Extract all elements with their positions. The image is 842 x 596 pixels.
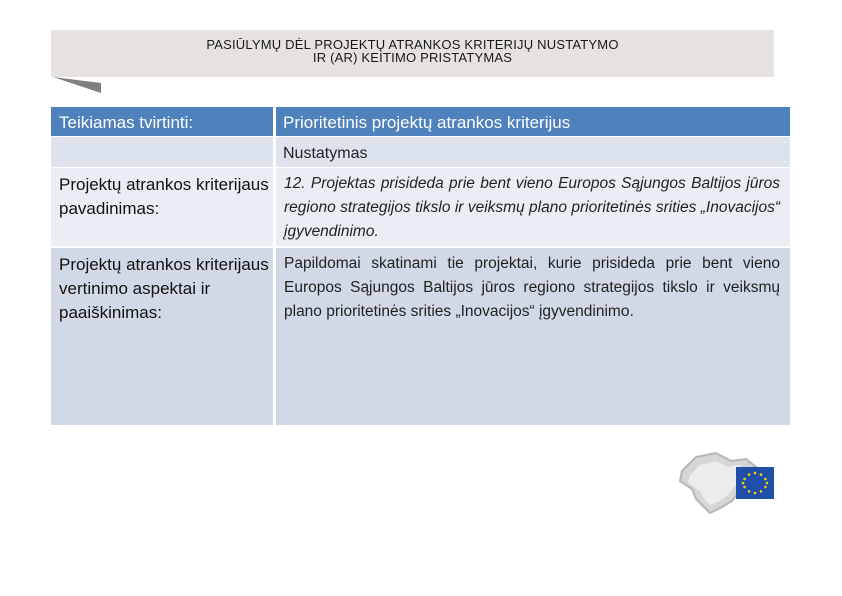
criterion-name-value: 12. Projektas prisideda prie bent vieno Europos Sąjungos Baltijos jūros regiono strategijos tikslo ir veiksmų plano prioritetinės srities „Inovacijos“ įgyvendinimo.: [276, 168, 790, 246]
criterion-evaluation-label: Projektų atrankos kriterijaus vertinimo aspektai ir paaiškinimas:: [51, 248, 273, 425]
page-title: [51, 38, 774, 64]
table-row: [51, 248, 790, 425]
page-title-line-2: IR (AR) KEITIMO PRISTATYMAS: [312, 50, 513, 65]
criterion-evaluation-value: Papildomai skatinami tie projektai, kurie prisideda prie bent vieno Europos Sąjungos Baltijos jūros regiono strategijos tikslo ir veiksmų plano prioritetinės srities „Inovacijos“ įgyvendinimo.: [276, 248, 790, 425]
table-subheader-row: [51, 137, 790, 167]
table-row: [51, 168, 790, 246]
table-header-row: [51, 107, 790, 136]
criterion-name-label: Projektų atrankos kriterijaus pavadinimas:: [51, 168, 273, 246]
table-head-right: Prioritetinis projektų atrankos kriterijus: [276, 107, 790, 136]
table-subhead-left: [51, 137, 273, 167]
page-title-line-1: PASIŪLYMŲ DĖL PROJEKTŲ ATRANKOS KRITERIJŲ NUSTATYMO: [206, 37, 619, 52]
table-subhead-right: Nustatymas: [276, 137, 790, 167]
table-head-left: Teikiamas tvirtinti:: [51, 107, 273, 136]
lithuania-eu-logo-icon: [676, 449, 786, 519]
corner-tab-icon: [53, 77, 101, 93]
